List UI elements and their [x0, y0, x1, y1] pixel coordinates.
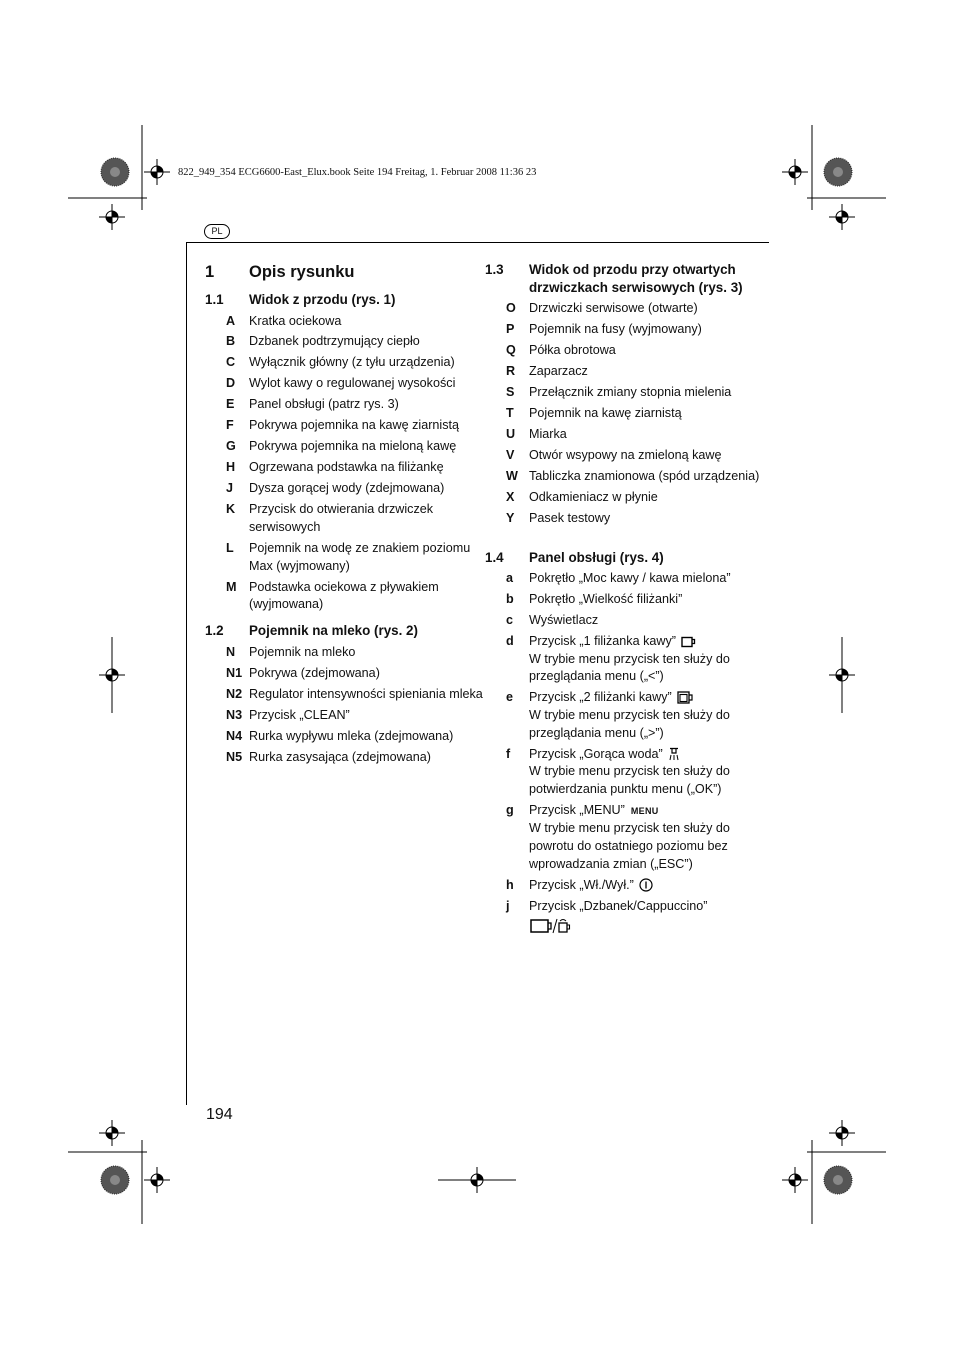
- registration-starburst-icon: [824, 158, 852, 186]
- item-text: Pojemnik na fusy (wyjmowany): [529, 321, 702, 336]
- list-item: [485, 321, 770, 339]
- hot-water-icon: [668, 747, 680, 761]
- registration-target-icon: [782, 1167, 808, 1193]
- item-key: F: [226, 418, 234, 433]
- legend-list-1-4: [485, 570, 770, 935]
- right-column: [485, 261, 770, 939]
- item-key: N5: [226, 749, 243, 764]
- item-key: P: [506, 321, 515, 336]
- item-key: N1: [226, 665, 243, 680]
- list-item: [205, 396, 485, 414]
- item-text: Rurka zasysająca (zdejmowana): [249, 749, 431, 764]
- item-text: Przycisk „Wł./Wył.”: [529, 877, 634, 892]
- print-header: 822_949_354 ECG6600-East_Elux.book Seite 194 Freitag, 1. Februar 2008 11:36 23: [178, 167, 537, 178]
- item-key: d: [506, 634, 514, 649]
- item-key: N3: [226, 707, 243, 722]
- section-title: Widok z przodu (rys. 1): [249, 292, 396, 307]
- item-key: S: [506, 384, 515, 399]
- language-badge: PL: [204, 224, 230, 239]
- list-item: [205, 728, 485, 746]
- item-key: N: [226, 644, 236, 659]
- item-text: Pasek testowy: [529, 510, 611, 525]
- list-item: [205, 313, 485, 331]
- list-item: [485, 426, 770, 444]
- item-key: M: [226, 579, 237, 594]
- list-item: [205, 375, 485, 393]
- section-number: 1.4: [485, 549, 504, 565]
- item-text: Zaparzacz: [529, 363, 588, 378]
- item-text: Półka obrotowa: [529, 342, 616, 357]
- one-cup-icon: [681, 636, 697, 648]
- item-key: H: [226, 460, 236, 475]
- section-number: 1.2: [205, 623, 224, 639]
- item-text: Pojemnik na mleko: [249, 644, 356, 659]
- registration-starburst-icon: [101, 158, 129, 186]
- item-text: Przełącznik zmiany stopnia mielenia: [529, 384, 732, 399]
- item-key: g: [506, 802, 514, 817]
- registration-target-icon: [144, 1167, 170, 1193]
- item-text: Pojemnik na kawę ziarnistą: [529, 405, 682, 420]
- legend-list-1-2: [205, 644, 485, 767]
- item-text: Ogrzewana podstawka na filiżankę: [249, 460, 444, 475]
- section-1-heading: [205, 261, 485, 283]
- item-text: Dysza gorącej wody (zdejmowana): [249, 481, 445, 496]
- list-item: [485, 898, 770, 936]
- registration-target-icon: [829, 204, 855, 230]
- list-item: [205, 686, 485, 704]
- item-key: V: [506, 447, 515, 462]
- item-text: Pojemnik na wodę ze znakiem poziomu Max (wyjmowany): [249, 540, 471, 573]
- item-text: Wyświetlacz: [529, 613, 599, 628]
- item-key: c: [506, 613, 514, 628]
- item-key: h: [506, 877, 514, 892]
- item-key: D: [226, 376, 236, 391]
- item-text: Przycisk „2 filiżanki kawy”: [529, 690, 672, 705]
- list-item: [485, 300, 770, 318]
- item-key: X: [506, 489, 515, 504]
- list-item: [485, 612, 770, 630]
- jug-cappuccino-icon: [529, 917, 575, 935]
- item-text: Pokrywa pojemnika na mieloną kawę: [249, 439, 457, 454]
- section-title: Pojemnik na mleko (rys. 2): [249, 623, 418, 639]
- item-text: Przycisk do otwierania drzwiczek serwisowych: [249, 502, 434, 534]
- item-key: f: [506, 746, 511, 761]
- item-key: U: [506, 426, 516, 441]
- list-item: [485, 468, 770, 486]
- item-text: Pokrywa (zdejmowana): [249, 665, 380, 680]
- list-item: [205, 459, 485, 477]
- item-subtext: W trybie menu przycisk ten służy do powrotu do ostatniego poziomu bez wprowadzania zmian („ESC”): [529, 821, 730, 871]
- item-text: Wyłącznik główny (z tyłu urządzenia): [249, 355, 455, 370]
- registration-starburst-icon: [101, 1166, 129, 1194]
- list-item: [485, 689, 770, 742]
- list-item: [205, 501, 485, 536]
- list-item: [485, 363, 770, 381]
- item-key: B: [226, 334, 236, 349]
- item-key: Y: [506, 510, 515, 525]
- list-item: [485, 342, 770, 360]
- item-text: Przycisk „Gorąca woda”: [529, 746, 663, 761]
- item-text: Pokrętło „Wielkość filiżanki”: [529, 592, 683, 607]
- item-key: N2: [226, 686, 243, 701]
- item-text: Dzbanek podtrzymujący ciepło: [249, 334, 420, 349]
- item-key: E: [226, 397, 235, 412]
- item-text: Wylot kawy o regulowanej wysokości: [249, 376, 456, 391]
- section-1-3-heading: [485, 261, 770, 296]
- list-item: [485, 384, 770, 402]
- registration-target-icon: [99, 1120, 125, 1146]
- item-subtext: W trybie menu przycisk ten służy do przeglądania menu („<”): [529, 651, 730, 684]
- item-key: T: [506, 405, 514, 420]
- page-number: 194: [206, 1106, 233, 1123]
- item-key: A: [226, 313, 236, 328]
- section-title: Panel obsługi (rys. 4): [529, 549, 664, 565]
- item-text: Panel obsługi (patrz rys. 3): [249, 397, 399, 412]
- section-number: 1: [205, 263, 215, 281]
- item-key: Q: [506, 342, 516, 357]
- section-1-2-heading: [205, 622, 485, 640]
- section-number: 1.3: [485, 262, 504, 277]
- list-item: [485, 489, 770, 507]
- menu-icon: MENU: [630, 805, 659, 816]
- registration-starburst-icon: [824, 1166, 852, 1194]
- margin-rule-horizontal: [186, 242, 769, 243]
- section-1-4-heading: [485, 549, 770, 567]
- section-number: 1.1: [205, 292, 224, 307]
- list-item: [485, 447, 770, 465]
- item-text: Podstawka ociekowa z pływakiem (wyjmowana): [249, 579, 439, 612]
- list-item: [205, 417, 485, 435]
- list-item: [485, 802, 770, 873]
- item-key: J: [226, 481, 234, 496]
- list-item: [485, 405, 770, 423]
- list-item: [485, 633, 770, 686]
- item-text: Przycisk „Dzbanek/Cappuccino”: [529, 898, 708, 913]
- item-text: Przycisk „CLEAN”: [249, 707, 350, 722]
- item-key: K: [226, 502, 236, 517]
- section-1-1-heading: [205, 291, 485, 309]
- item-text: Rurka wypływu mleka (zdejmowana): [249, 728, 454, 743]
- item-text: Drzwiczki serwisowe (otwarte): [529, 301, 698, 315]
- item-key: C: [226, 355, 236, 370]
- left-column: [205, 261, 485, 770]
- registration-target-icon: [829, 1120, 855, 1146]
- legend-list-1-3: [485, 300, 770, 527]
- margin-rule-vertical: [186, 242, 187, 1105]
- item-key: e: [506, 690, 514, 705]
- list-item: [485, 570, 770, 588]
- item-text: Tabliczka znamionowa (spód urządzenia): [529, 468, 760, 483]
- registration-target-icon: [99, 204, 125, 230]
- list-item: [205, 480, 485, 498]
- item-key: O: [506, 301, 516, 315]
- list-item: [205, 438, 485, 456]
- item-subtext: W trybie menu przycisk ten służy do przeglądania menu („>”): [529, 708, 730, 740]
- item-key: a: [506, 571, 514, 586]
- item-key: N4: [226, 728, 243, 743]
- item-key: b: [506, 592, 514, 607]
- registration-target-icon: [782, 159, 808, 185]
- item-key: R: [506, 363, 516, 378]
- item-text: Pokrętło „Moc kawy / kawa mielona”: [529, 571, 731, 586]
- list-item: [205, 354, 485, 372]
- item-text: Pokrywa pojemnika na kawę ziarnistą: [249, 418, 459, 433]
- item-text: Otwór wsypowy na zmieloną kawę: [529, 447, 722, 462]
- item-key: W: [506, 468, 518, 483]
- list-item: [205, 749, 485, 767]
- list-item: [205, 333, 485, 351]
- list-item: [205, 579, 485, 614]
- list-item: [485, 746, 770, 799]
- item-text: Przycisk „1 filiżanka kawy”: [529, 634, 676, 649]
- item-text: Odkamieniacz w płynie: [529, 489, 658, 504]
- legend-list-1-1: [205, 313, 485, 614]
- two-cups-icon: [677, 691, 695, 705]
- item-text: Miarka: [529, 426, 567, 441]
- list-item: [205, 644, 485, 662]
- item-subtext: W trybie menu przycisk ten służy do potwierdzania punktu menu („OK”): [529, 764, 730, 796]
- section-title: Opis rysunku: [249, 263, 355, 281]
- item-text: Regulator intensywności spieniania mleka: [249, 686, 483, 701]
- item-key: j: [506, 898, 510, 913]
- list-item: [485, 591, 770, 609]
- power-icon: [639, 878, 653, 892]
- list-item: [485, 877, 770, 895]
- list-item: [205, 707, 485, 725]
- list-item: [485, 510, 770, 528]
- item-text: Przycisk „MENU”: [529, 802, 625, 817]
- item-text: Kratka ociekowa: [249, 313, 342, 328]
- section-title: Widok od przodu przy otwartych drzwiczkach serwisowych (rys. 3): [529, 262, 743, 295]
- item-key: L: [226, 540, 234, 555]
- registration-target-icon: [144, 159, 170, 185]
- list-item: [205, 665, 485, 683]
- list-item: [205, 540, 485, 575]
- item-key: G: [226, 439, 236, 454]
